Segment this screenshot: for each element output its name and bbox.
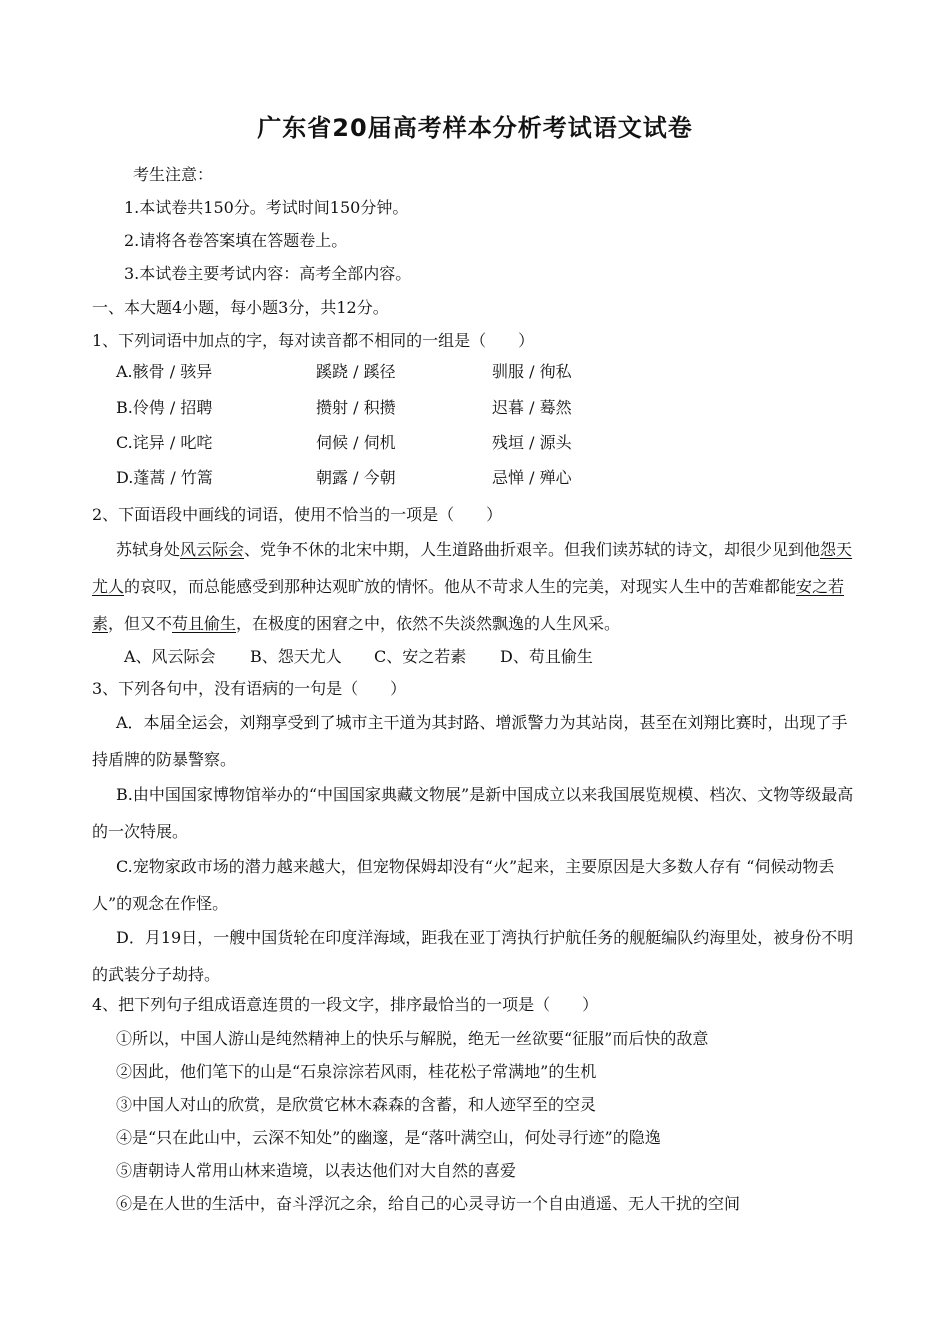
notice-item: 2.请将各卷答案填在答题卷上。 (124, 231, 348, 250)
passage-text: 的哀叹，而总能感受到那种达观旷放的情怀。他从不苛求人生的完美，对现实人生中的苦难都能 (124, 577, 797, 596)
q3-option-a (92, 704, 862, 778)
q3-option-d (92, 919, 862, 993)
q4-sentence: ⑥是在人世的生活中，奋斗浮沉之余，给自己的心灵寻访一个自由逍遥、无人干扰的空间 (116, 1194, 741, 1213)
q3-option-b (92, 776, 862, 850)
option-text: A．本届全运会，刘翔享受到了城市主干道为其封路、增派警力为其站岗，甚至在刘翔比赛时，出现了手持盾牌的防暴警察。 (92, 713, 848, 769)
question-2-passage (92, 531, 862, 642)
option-text: B.由中国国家博物馆举办的“中国国家典藏文物展”是新中国成立以来我国展览规模、档次、文物等级最高的一次特展。 (92, 785, 854, 841)
underlined-word: 怨天尤人 (92, 540, 853, 596)
q1-option-c-2: 伺候 / 伺机 (316, 433, 396, 452)
underlined-word: 安之若素 (92, 577, 845, 633)
q2-option-c: C、安之若素 (374, 647, 467, 666)
option-text: D．月19日，一艘中国货轮在印度洋海域，距我在亚丁湾执行护航任务的舰艇编队约海里处，被身份不明的武装分子劫持。 (92, 928, 854, 984)
underlined-word: 苟且偷生 (172, 614, 237, 633)
q1-option-b-3: 迟暮 / 蓦然 (492, 398, 572, 417)
notice-item: 1.本试卷共150分。考试时间150分钟。 (124, 198, 409, 217)
section-heading: 一、本大题4小题，每小题3分，共12分。 (92, 298, 389, 317)
q1-option-c-3: 残垣 / 源头 (492, 433, 572, 452)
q4-sentence: ②因此，他们笔下的山是“石泉淙淙若风雨，桂花松子常满地”的生机 (116, 1062, 597, 1081)
underlined-word: 风云际会 (180, 540, 245, 559)
exam-title: 广东省20届高考样本分析考试语文试卷 (257, 114, 693, 142)
q1-option-d-1: D.蓬蒿 / 竹篙 (116, 468, 213, 487)
q1-option-c-1: C.诧异 / 叱咤 (116, 433, 213, 452)
q4-sentence: ④是“只在此山中，云深不知处”的幽邃，是“落叶满空山，何处寻行迹”的隐逸 (116, 1128, 661, 1147)
q1-option-a-2: 蹊跷 / 蹊径 (316, 362, 396, 381)
q1-option-a-1: A.骸骨 / 骇异 (116, 362, 213, 381)
passage-text: 、党争不休的北宋中期，人生道路曲折艰辛。但我们读苏轼的诗文，却很少见到他 (244, 540, 821, 559)
q4-sentence: ⑤唐朝诗人常用山林来造境，以表达他们对大自然的喜爱 (116, 1161, 517, 1180)
q1-option-d-2: 朝露 / 今朝 (316, 468, 396, 487)
passage-text: 苏轼身处 (116, 540, 181, 559)
q3-option-c (92, 848, 862, 922)
q1-option-b-2: 攒射 / 积攒 (316, 398, 396, 417)
option-text: C.宠物家政市场的潜力越来越大，但宠物保姆却没有“火”起来，主要原因是大多数人存有 “伺候动物丢人”的观念在作怪。 (92, 857, 835, 913)
q2-option-a: A、风云际会 (124, 647, 216, 666)
question-2-stem: 2、下面语段中画线的词语，使用不恰当的一项是（ ） (92, 505, 503, 524)
passage-text: ，但又不 (108, 614, 173, 633)
q1-option-a-3: 驯服 / 徇私 (492, 362, 572, 381)
question-4-stem: 4、把下列句子组成语意连贯的一段文字，排序最恰当的一项是（ ） (92, 995, 599, 1014)
notice-heading: 考生注意： (133, 165, 214, 184)
q4-sentence: ③中国人对山的欣赏，是欣赏它林木森森的含蓄，和人迹罕至的空灵 (116, 1095, 597, 1114)
question-1-stem: 1、下列词语中加点的字，每对读音都不相同的一组是（ ） (92, 331, 535, 350)
q1-option-b-1: B.伶俜 / 招聘 (116, 398, 213, 417)
notice-item: 3.本试卷主要考试内容：高考全部内容。 (124, 264, 412, 283)
q2-option-b: B、怨天尤人 (250, 647, 342, 666)
q2-option-d: D、苟且偷生 (500, 647, 593, 666)
q4-sentence: ①所以，中国人游山是纯然精神上的快乐与解脱，绝无一丝欲要“征服”而后快的敌意 (116, 1029, 709, 1048)
passage-text: ，在极度的困窘之中，依然不失淡然飘逸的人生风采。 (236, 614, 621, 633)
q1-option-d-3: 忌惮 / 殚心 (492, 468, 572, 487)
question-3-stem: 3、下列各句中，没有语病的一句是（ ） (92, 679, 407, 698)
